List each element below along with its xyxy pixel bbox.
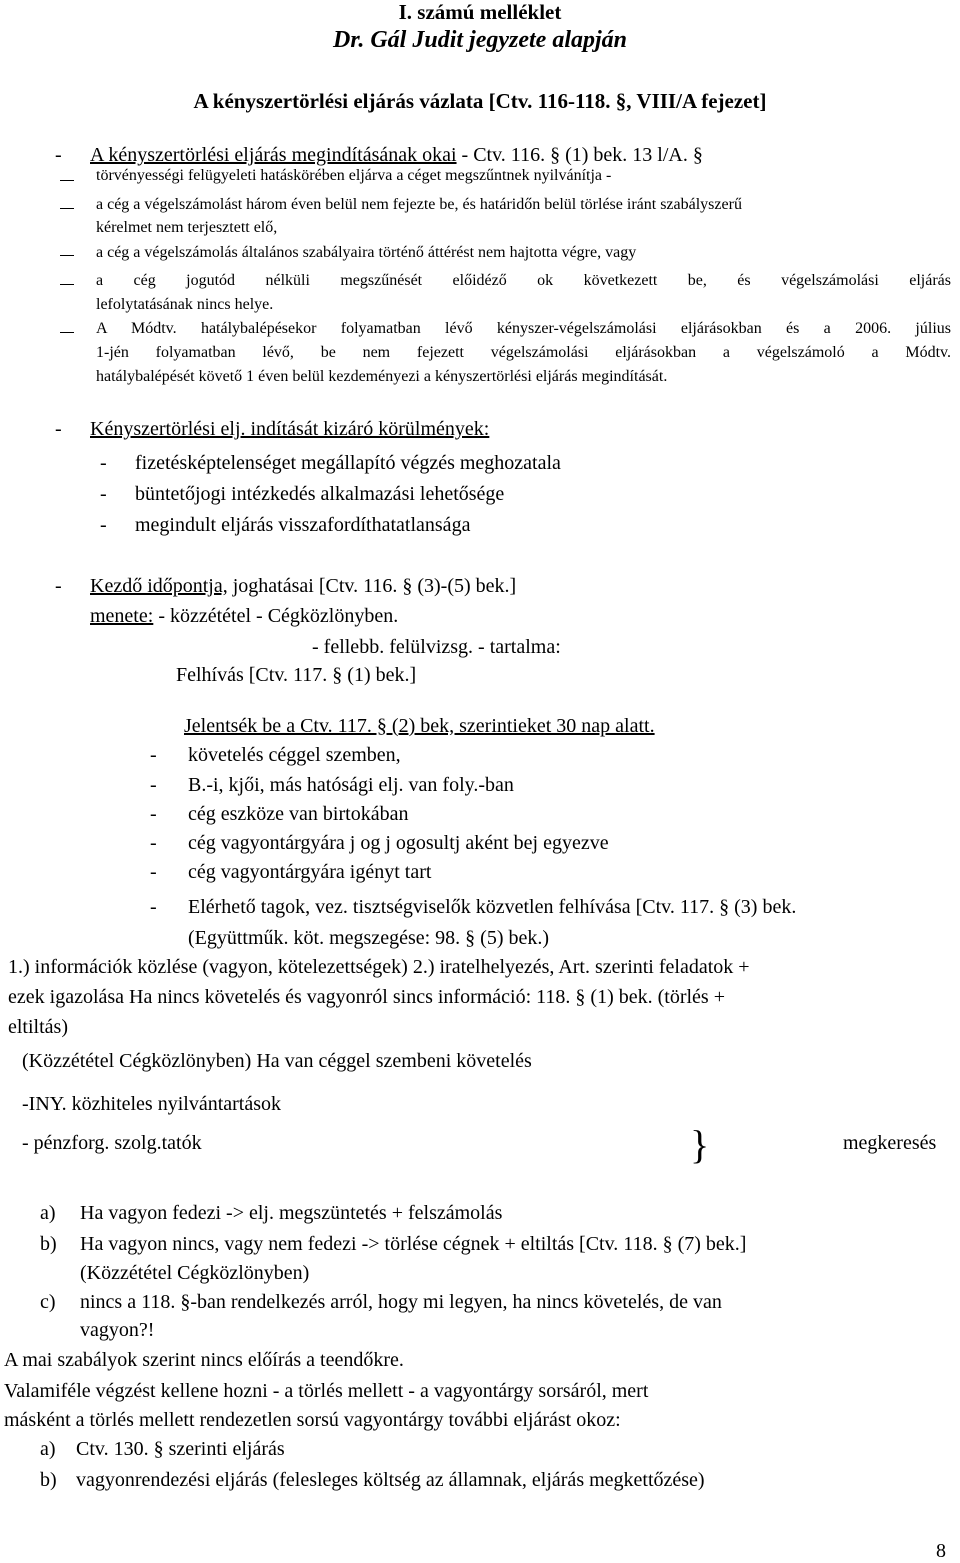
- final-option-a-text: Ctv. 130. § szerinti eljárás: [76, 1438, 285, 1460]
- option-c-text-2: vagyon?!: [80, 1319, 155, 1341]
- section1-item-3: a cég a végelszámolás általános szabályaira történő áttérést nem hajtotta végre, vagy: [96, 244, 637, 261]
- section1-item-2-line1: a cég a végelszámolást három éven belül nem fejezte be, és határidőn belül törlése iránt szabályszerű: [96, 196, 742, 213]
- paragraph-line-6: - pénzforg. szolg.tatók: [22, 1132, 202, 1154]
- option-c-letter: c): [40, 1291, 56, 1313]
- section2-item-2: büntetőjogi intézkedés alkalmazási lehetősége: [135, 483, 505, 505]
- section1-item-4-line2: lefolytatásának nincs helye.: [96, 296, 274, 313]
- option-b-text-2: (Közzététel Cégközlönyben): [80, 1262, 310, 1284]
- final-option-b-text: vagyonrendezési eljárás (felesleges költség az államnak, eljárás megkettőzése): [76, 1469, 705, 1491]
- section1-heading: [90, 144, 703, 167]
- jelentsek-line: Jelentsék be a Ctv. 117. § (2) bek, szerintieket 30 nap alatt.: [184, 715, 655, 737]
- section3-item-1: követelés céggel szemben,: [188, 744, 401, 766]
- bullet-dash: -: [150, 896, 157, 918]
- document-subtitle: Dr. Gál Judit jegyzete alapján: [333, 27, 627, 53]
- bullet-dash: -: [150, 744, 157, 766]
- paragraph-line-4: (Közzététel Cégközlönyben) Ha van céggel szembeni követelés: [22, 1050, 532, 1072]
- menete-label: menete:: [90, 605, 154, 627]
- option-c-text-1: nincs a 118. §-ban rendelkezés arról, hogy mi legyen, ha nincs követelés, de van: [80, 1291, 722, 1313]
- section1-label: A kényszertörlési eljárás megindításának okai: [90, 144, 457, 166]
- bullet-dash: -: [100, 514, 107, 536]
- fellebb-line: - fellebb. felülvizsg. - tartalma:: [312, 636, 561, 658]
- menete-rest: - közzététel - Cégközlönyben.: [158, 605, 399, 627]
- option-a-letter: a): [40, 1202, 56, 1224]
- option-a-text: Ha vagyon fedezi -> elj. megszüntetés + felszámolás: [80, 1202, 503, 1224]
- bullet-dash: -: [150, 803, 157, 825]
- section-heading: A kényszertörlési eljárás vázlata [Ctv. 116-118. §, VIII/A fejezet]: [193, 89, 767, 113]
- felhivas-line: Felhívás [Ctv. 117. § (1) bek.]: [176, 664, 417, 686]
- closing-line-1: A mai szabályok szerint nincs előírás a teendőkre.: [4, 1349, 404, 1371]
- option-b-letter: b): [40, 1233, 57, 1255]
- section2-item-3: megindult eljárás visszafordíthatatlansága: [135, 514, 471, 536]
- item-dash: [60, 255, 74, 256]
- right-brace: }: [690, 1122, 710, 1167]
- item-dash: [60, 284, 74, 285]
- egyuttmuk-line: (Együttműk. köt. megszegése: 98. § (5) bek.): [188, 927, 550, 949]
- page-number: 8: [936, 1540, 946, 1562]
- final-option-b-letter: b): [40, 1469, 57, 1491]
- section1-item-5-line2: 1-jén folyamatban lévő, be nem fejezett végelszámolási eljárásokban a végelszámoló a Módtv.: [96, 344, 951, 361]
- bullet-dash: -: [100, 452, 107, 474]
- item-dash: [60, 208, 74, 209]
- section1-ref: - Ctv. 116. § (1) bek. 13 l/A. §: [461, 144, 703, 166]
- bullet-dash: -: [100, 483, 107, 505]
- bullet-dash: -: [150, 774, 157, 796]
- section3-item-2: B.-i, kjői, más hatósági elj. van foly.-ban: [188, 774, 514, 796]
- section1-item-4-line1: a cég jogutód nélküli megszűnését előidéző ok következett be, és végelszámolási eljárás: [96, 272, 951, 289]
- section1-item-1: törvényességi felügyeleti hatáskörében eljárva a céget megszűntnek nyilvánítja -: [96, 167, 612, 184]
- bullet-dash: -: [150, 832, 157, 854]
- section3-item-5: cég vagyontárgyára igényt tart: [188, 861, 432, 883]
- section1-item-5-line1: A Módtv. hatálybalépésekor folyamatban lévő kényszer-végelszámolási eljárásokban és a 2006. július: [96, 320, 951, 337]
- final-option-a-letter: a): [40, 1438, 56, 1460]
- section3-item-4: cég vagyontárgyára j og j ogosultj aként bej egyezve: [188, 832, 609, 854]
- option-b-text-1: Ha vagyon nincs, vagy nem fedezi -> törlése cégnek + eltiltás [Ctv. 118. § (7) bek.]: [80, 1233, 747, 1255]
- section3-dash: -: [55, 575, 62, 597]
- section2-heading: Kényszertörlési elj. indítását kizáró körülmények:: [90, 418, 490, 440]
- paragraph-line-5: -INY. közhiteles nyilvántartások: [22, 1093, 282, 1115]
- section2-item-1: fizetésképtelenséget megállapító végzés meghozatala: [135, 452, 561, 474]
- section1-dash: -: [55, 144, 62, 166]
- section1-item-2-line2: kérelmet nem terjesztett elő,: [96, 219, 278, 236]
- closing-line-3: másként a törlés mellett rendezetlen sorsú vagyontárgy további eljárást okoz:: [4, 1409, 621, 1431]
- megkereses-label: megkeresés: [843, 1132, 937, 1154]
- closing-line-2: Valamiféle végzést kellene hozni - a törlés mellett - a vagyontárgy sorsáról, mert: [4, 1380, 649, 1402]
- section1-item-5-line3: hatálybalépését követő 1 éven belül kezdeményezi a kényszertörlési eljárás megindítását.: [96, 368, 668, 385]
- section3-item-3: cég eszköze van birtokában: [188, 803, 409, 825]
- item-dash: [60, 180, 74, 181]
- section2-dash: -: [55, 418, 62, 440]
- item-dash: [60, 332, 74, 333]
- section3-label: Kezdő időpontja,: [90, 575, 228, 597]
- menete-line: [90, 605, 398, 628]
- section3-heading: [90, 575, 516, 598]
- bullet-dash: -: [150, 861, 157, 883]
- paragraph-line-3: eltiltás): [8, 1016, 68, 1038]
- paragraph-line-2: ezek igazolása Ha nincs követelés és vagyonról sincs információ: 118. § (1) bek. (törlés +: [8, 986, 725, 1008]
- paragraph-line-1: 1.) információk közlése (vagyon, kötelezettségek) 2.) iratelhelyezés, Art. szerinti feladatok +: [8, 956, 750, 978]
- document-title: I. számú melléklet: [398, 0, 562, 24]
- section3-rest: joghatásai [Ctv. 116. § (3)-(5) bek.]: [232, 575, 517, 597]
- section3-item-6: Elérhető tagok, vez. tisztségviselők közvetlen felhívása [Ctv. 117. § (3) bek.: [188, 896, 797, 918]
